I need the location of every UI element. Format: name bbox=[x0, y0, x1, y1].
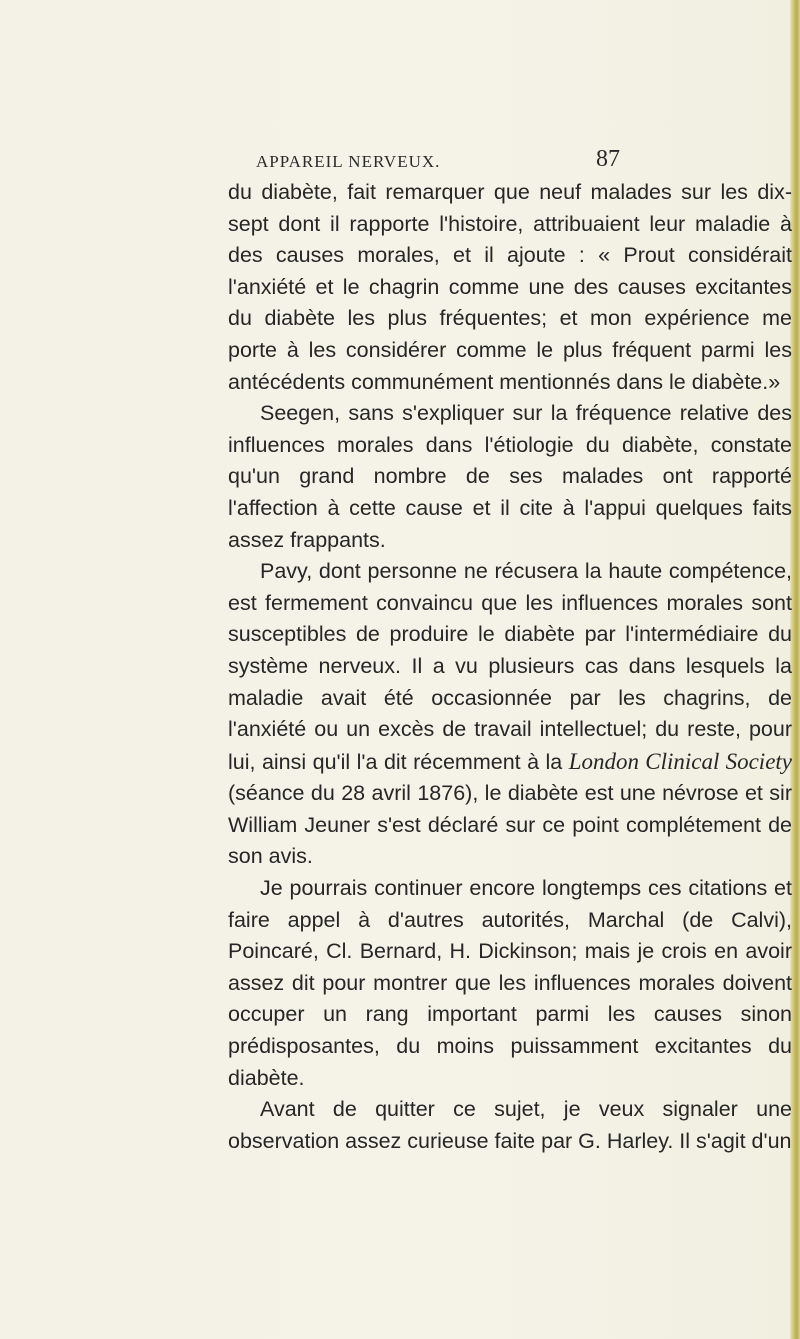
page-header bbox=[240, 148, 620, 178]
paragraph-3-text-before: Pavy, dont personne ne récusera la haute compétence, est fermement convaincu que les influences morales sont susceptibles de produire le diabète par l'intermédiaire du système nerveux. Il a vu plusieurs cas dans lesquels la maladie avait été occasionnée par les chagrins, de l'anxiété ou un excès de travail intellectuel; du reste, pour lui, ainsi qu'il l'a dit récemment à la bbox=[228, 559, 792, 774]
paragraph-3 bbox=[228, 556, 792, 873]
body-text bbox=[228, 177, 792, 1157]
paragraph-4: Je pourrais continuer encore longtemps ces citations et faire appel à d'autres autorités, Marchal (de Calvi), Poincaré, Cl. Bernard, H. Dickinson; mais je crois en avoir assez dit pour montrer que les influences morales doivent occuper un rang important parmi les causes sinon prédisposantes, du moins puissamment excitantes du diabète. bbox=[228, 876, 792, 1090]
journal-title-italic: London Clinical Society bbox=[568, 748, 792, 774]
running-head: APPAREIL NERVEUX. bbox=[256, 152, 441, 171]
paragraph-1: du diabète, fait remarquer que neuf malades sur les dix-sept dont il rapporte l'histoire, attribuaient leur maladie à des causes morales, et il ajoute : « Prout considérait l'anxiété et le chagrin comme une des causes excitantes du diabète les plus fréquentes; et mon expérience me porte à les considérer comme le plus fréquent parmi les antécédents communément mentionnés dans le diabète.» bbox=[228, 180, 792, 394]
paragraph-5: Avant de quitter ce sujet, je veux signaler une observation assez curieuse faite par G. Harley. Il s'agit d'un bbox=[228, 1097, 792, 1153]
paragraph-3-text-after: (séance du 28 avril 1876), le diabète est une névrose et sir William Jeuner s'est déclaré sur ce point complétement de son avis. bbox=[228, 781, 792, 869]
paragraph-2: Seegen, sans s'expliquer sur la fréquence relative des influences morales dans l'étiologie du diabète, constate qu'un grand nombre de ses malades ont rapporté l'affection à cette cause et il cite à l'appui quelques faits assez frappants. bbox=[228, 401, 792, 552]
page-number: 87 bbox=[596, 146, 620, 172]
